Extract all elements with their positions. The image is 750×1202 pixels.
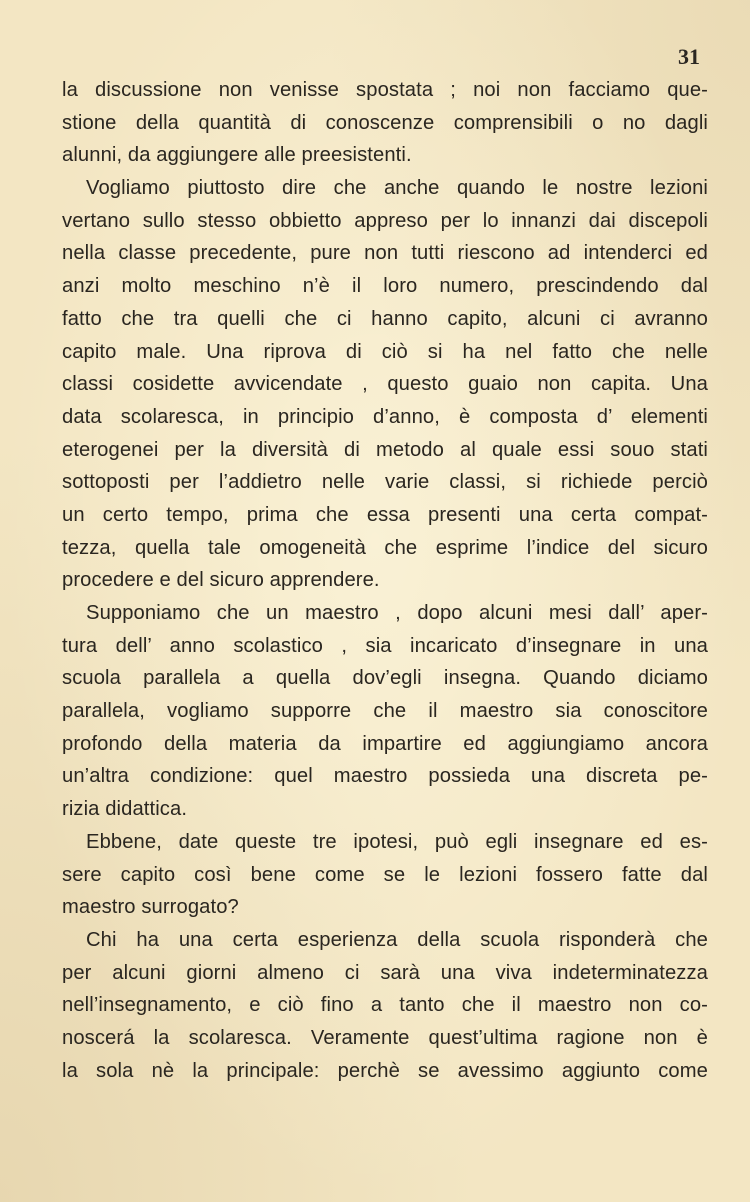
paragraph-start-line: Ebbene, date queste tre ipotesi, può egli insegnare ed es-: [86, 830, 708, 853]
text-line: capito male. Una riprova di ciò si ha nel fatto che nelle: [62, 340, 708, 363]
text-line: la sola nè la principale: perchè se avessimo aggiunto come: [62, 1059, 708, 1082]
text-line: nella classe precedente, pure non tutti riescono ad intenderci ed: [62, 242, 708, 265]
text-line: sottoposti per l’addietro nelle varie classi, si richiede perciò: [62, 471, 708, 494]
text-line: rizia didattica.: [62, 798, 188, 821]
text-line: per alcuni giorni almeno ci sarà una viva indeterminatezza: [62, 961, 708, 984]
text-line: stione della quantità di conoscenze comprensibili o no dagli: [62, 111, 708, 134]
page-number: 31: [678, 44, 700, 69]
text-line: anzi molto meschino n’è il loro numero, prescindendo dal: [62, 275, 708, 298]
text-line: nell’insegnamento, e ciò fino a tanto che il maestro non co-: [62, 994, 708, 1017]
text-line: la discussione non venisse spostata ; noi non facciamo que-: [62, 79, 708, 101]
text-line: data scolaresca, in principio d’anno, è composta d’ elementi: [62, 405, 708, 428]
text-line: profondo della materia da impartire ed aggiungiamo ancora: [62, 732, 708, 755]
text-line: un certo tempo, prima che essa presenti una certa compat-: [62, 503, 708, 526]
paragraph-start-line: Chi ha una certa esperienza della scuola risponderà che: [86, 928, 708, 951]
text-line: scuola parallela a quella dov’egli insegna. Quando diciamo: [62, 667, 708, 690]
text-line: vertano sullo stesso obbietto appreso per lo innanzi dai discepoli: [62, 209, 708, 232]
text-line: eterogenei per la diversità di metodo al quale essi souo stati: [62, 438, 708, 461]
text-line: un’altra condizione: quel maestro possieda una discreta pe-: [62, 765, 708, 788]
text-line: parallela, vogliamo supporre che il maestro sia conoscitore: [62, 700, 708, 723]
text-line: maestro surrogato?: [62, 896, 239, 919]
text-line: tura dell’ anno scolastico , sia incaricato d’insegnare in una: [62, 634, 708, 657]
text-line: fatto che tra quelli che ci hanno capito, alcuni ci avranno: [62, 307, 708, 330]
paragraph-start-line: Supponiamo che un maestro , dopo alcuni mesi dall’ aper-: [86, 602, 708, 624]
text-line: sere capito così bene come se le lezioni fossero fatte dal: [62, 863, 708, 886]
text-line: tezza, quella tale omogeneità che esprime l’indice del sicuro: [62, 536, 708, 559]
text-line: noscerá la scolaresca. Veramente quest’ultima ragione non è: [62, 1026, 708, 1049]
paragraph-start-line: Vogliamo piuttosto dire che anche quando le nostre lezioni: [86, 177, 708, 200]
text-line: alunni, da aggiungere alle preesistenti.: [62, 144, 412, 167]
text-line: procedere e del sicuro apprendere.: [62, 569, 380, 592]
body-text: [62, 74, 708, 1087]
text-line: classi cosidette avvicendate , questo guaio non capita. Una: [62, 373, 708, 396]
